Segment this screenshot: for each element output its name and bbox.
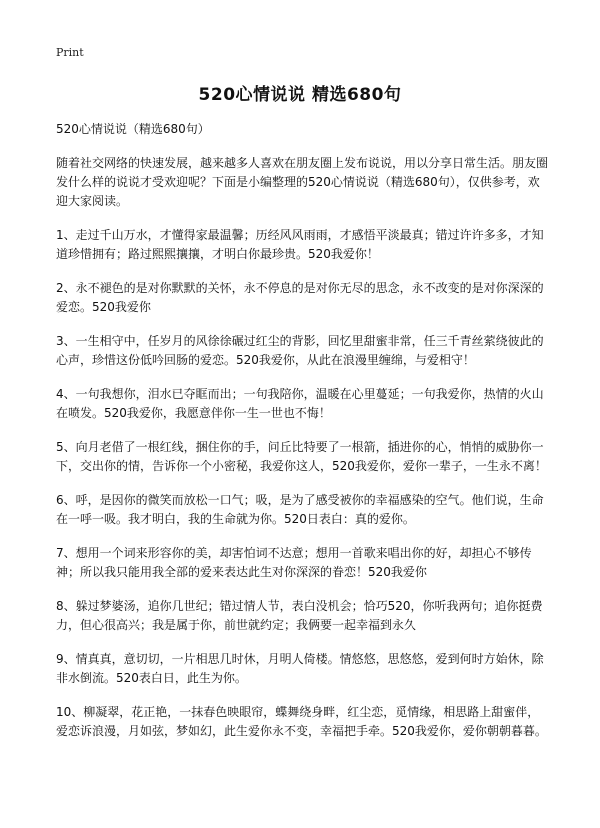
article-subtitle: 520心情说说（精选680句） (56, 122, 210, 136)
list-item: 4、一句我想你，泪水已夺眶而出；一句我陪你，温暖在心里蔓延；一句我爱你，热情的火山在喷发。520我爱你，我愿意伴你一生一世也不悔！ (56, 387, 544, 420)
list-item: 6、呼，是因你的微笑而放松一口气；吸，是为了感受被你的幸福感染的空气。他们说，生命在一呼一吸。我才明白，我的生命就为你。520日表白：真的爱你。 (56, 493, 544, 526)
list-item: 10、柳凝翠，花正艳，一抹春色映眼帘，蝶舞绕身畔，红尘恋，觅情缘，相思路上甜蜜伴，爱恋诉浪漫，月如弦，梦如幻，此生爱你永不变，幸福把手牵。520我爱你，爱你朝朝暮暮。 (56, 705, 547, 738)
print-link[interactable]: Print (56, 46, 84, 59)
list-item: 3、一生相守中，任岁月的风徐徐碾过红尘的背影，回忆里甜蜜非常，任三千青丝萦绕彼此的心声，珍惜这份低吟回肠的爱恋。520我爱你，从此在浪漫里缠绵，与爱相守！ (56, 334, 544, 367)
list-item: 1、走过千山万水，才懂得家最温馨；历经风风雨雨，才感悟平淡最真；错过许许多多，才知道珍惜拥有；路过熙熙攘攘，才明白你最珍贵。520我爱你！ (56, 228, 544, 261)
article-body (56, 120, 551, 756)
list-item: 5、向月老借了一根红线，捆住你的手，问丘比特要了一根箭，插进你的心，悄悄的威胁你一下，交出你的情，告诉你一个小密秘，我爱你这人，520我爱你，爱你一辈子，一生永不离！ (56, 440, 547, 473)
list-item: 7、想用一个词来形容你的美，却害怕词不达意；想用一首歌来唱出你的好，却担心不够传神；所以我只能用我全部的爱来表达此生对你深深的眷恋！520我爱你 (56, 546, 532, 579)
page-title: 520心情说说 精选680句 (198, 85, 402, 105)
list-item: 8、躲过梦婆汤，追你几世纪；错过情人节，表白没机会；恰巧520，你听我两句；追你挺费力，但心很高兴；我是属于你，前世就约定；我俩要一起幸福到永久 (56, 599, 543, 632)
list-item: 9、情真真，意切切，一片相思几时休，月明人倚楼。情悠悠，思悠悠，爱到何时方始休，除非水倒流。520表白日，此生为你。 (56, 652, 544, 685)
list-item: 2、永不褪色的是对你默默的关怀，永不停息的是对你无尽的思念，永不改变的是对你深深的爱恋。520我爱你 (56, 281, 544, 314)
intro-paragraph: 随着社交网络的快速发展，越来越多人喜欢在朋友圈上发布说说，用以分享日常生活。朋友圈发什么样的说说才受欢迎呢？下面是小编整理的520心情说说（精选680句），仅供参考，欢迎大家阅读。 (56, 156, 549, 208)
